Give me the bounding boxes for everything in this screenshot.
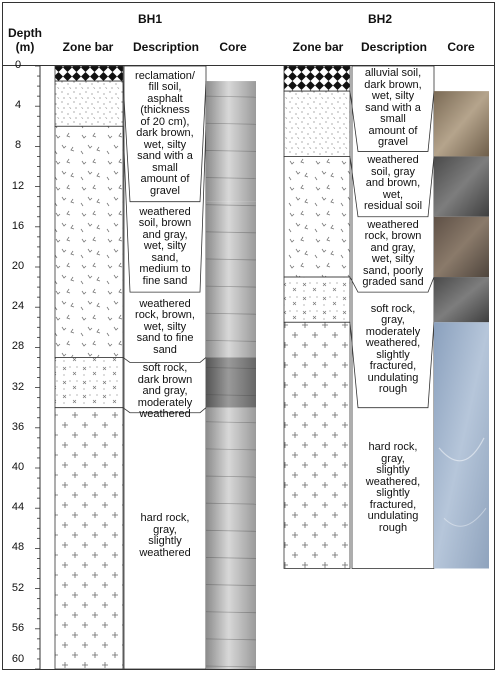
core-segment bbox=[434, 217, 489, 277]
description-line: residual soil bbox=[363, 200, 423, 213]
description-line: weathered bbox=[139, 297, 191, 310]
description-line: slightly bbox=[148, 535, 182, 548]
description-line: gray, bbox=[381, 452, 405, 465]
description-line: gravel bbox=[150, 184, 180, 197]
description-line: wet, silty bbox=[143, 138, 187, 151]
core-segment bbox=[206, 408, 256, 669]
layer-description bbox=[124, 71, 206, 198]
description-line: amount of bbox=[140, 173, 190, 186]
description-line: and gray, bbox=[142, 385, 188, 398]
bh1-core-header: Core bbox=[219, 40, 247, 54]
description-line: moderately bbox=[365, 325, 421, 338]
bh1-zone-bar-header: Zone bar bbox=[62, 40, 114, 54]
description-line: fractured, bbox=[369, 498, 417, 511]
zone-layer-weathered-rock bbox=[55, 357, 123, 407]
description-line: wet, silty bbox=[143, 320, 187, 333]
description-line: soil, brown bbox=[138, 217, 192, 230]
description-line: fine sand bbox=[142, 274, 188, 287]
description-line: slightly bbox=[376, 464, 410, 477]
depth-tick-label: 52 bbox=[11, 581, 25, 594]
zone-layer-weathered-soil bbox=[284, 156, 350, 277]
description-line: amount of bbox=[368, 124, 418, 137]
core-segment bbox=[434, 91, 489, 156]
layer-description bbox=[124, 207, 206, 288]
bh2-title: BH2 bbox=[367, 12, 392, 26]
zone-layer-weathered-soil bbox=[55, 126, 123, 357]
bh2-core-header: Core bbox=[447, 40, 475, 54]
description-line: small bbox=[152, 161, 178, 174]
zone-layer-fill bbox=[55, 66, 123, 81]
layer-description bbox=[124, 299, 206, 357]
bh1-description-header: Description bbox=[132, 40, 199, 54]
depth-tick-label: 56 bbox=[11, 621, 25, 634]
description-line: sand to fine bbox=[136, 332, 194, 345]
zone-layer-rock bbox=[55, 408, 123, 669]
description-line: sand with a bbox=[137, 150, 193, 163]
depth-tick-label: 48 bbox=[11, 541, 25, 554]
description-line: wet, bbox=[382, 188, 404, 201]
description-line: sand, bbox=[151, 251, 179, 264]
depth-tick-label: 20 bbox=[11, 260, 25, 272]
core-segment bbox=[434, 322, 489, 568]
zone-layer-sand bbox=[284, 91, 350, 156]
depth-tick-label: 44 bbox=[11, 501, 25, 514]
description-line: gray, bbox=[381, 314, 405, 327]
description-line: rough bbox=[378, 521, 408, 534]
depth-tick-label: 60 bbox=[11, 653, 25, 665]
description-line: weathered bbox=[367, 154, 419, 167]
description-line: dark brown, bbox=[364, 78, 422, 91]
description-line: rough bbox=[378, 383, 408, 396]
description-line: weathered bbox=[139, 408, 191, 421]
description-line: soft rock, bbox=[142, 362, 188, 375]
description-line: rock, brown, bbox=[135, 309, 195, 322]
description-line: asphalt bbox=[147, 92, 183, 105]
description-line: slightly bbox=[376, 487, 410, 500]
description-line: (thickness bbox=[140, 104, 190, 117]
core-segment bbox=[206, 357, 256, 407]
description-line: undulating bbox=[367, 510, 419, 523]
description-line: dark brown, bbox=[136, 127, 194, 140]
core-segment bbox=[206, 81, 256, 202]
description-line: gravel bbox=[378, 136, 408, 149]
bh2-zone-bar-header: Zone bar bbox=[292, 40, 344, 54]
depth-tick-label: 24 bbox=[11, 300, 25, 313]
core-segment bbox=[206, 202, 256, 358]
depth-tick-label: 36 bbox=[11, 420, 25, 433]
description-line: graded sand bbox=[362, 276, 424, 289]
bh1-title: BH1 bbox=[137, 12, 162, 26]
description-line: soil, gray bbox=[370, 165, 416, 178]
description-line: undulating bbox=[367, 371, 419, 384]
description-line: hard rock, bbox=[368, 441, 418, 454]
depth-tick-label: 0 bbox=[14, 59, 22, 71]
core-segment bbox=[434, 277, 489, 322]
depth-tick-label: 28 bbox=[11, 340, 25, 353]
depth-tick-label: 8 bbox=[14, 139, 22, 152]
description-line: weathered, bbox=[365, 337, 421, 350]
depth-tick-label: 32 bbox=[11, 380, 25, 393]
bh1-zone-bar bbox=[55, 66, 123, 669]
depth-tick-label: 4 bbox=[14, 99, 22, 112]
bh1-core-photo bbox=[206, 81, 256, 669]
description-line: weathered, bbox=[365, 475, 421, 488]
description-line: wet, silty bbox=[371, 253, 415, 266]
description-line: soft rock, bbox=[370, 302, 416, 315]
zone-layer-sand bbox=[55, 81, 123, 126]
description-line: reclamation/ bbox=[135, 69, 195, 82]
depth-axis bbox=[35, 66, 40, 669]
description-line: weathered bbox=[139, 205, 191, 218]
description-line: wet, silty bbox=[143, 240, 187, 253]
depth-tick-label: 16 bbox=[11, 219, 25, 232]
description-line: and gray, bbox=[142, 228, 188, 241]
description-line: alluvial soil, bbox=[364, 67, 422, 80]
description-line: slightly bbox=[376, 348, 410, 361]
layer-description bbox=[352, 68, 434, 149]
depth-tick-label: 40 bbox=[11, 461, 25, 473]
layer-description bbox=[124, 363, 206, 421]
bh2-core-photo bbox=[434, 91, 489, 568]
depth-header-unit: (m) bbox=[15, 40, 35, 54]
depth-tick-label: 12 bbox=[11, 179, 25, 192]
description-line: rock, brown bbox=[364, 230, 422, 243]
layer-description bbox=[124, 513, 206, 559]
description-line: sand bbox=[153, 343, 177, 356]
description-line: small bbox=[380, 113, 406, 126]
description-line: wet, silty bbox=[371, 90, 415, 103]
zone-layer-weathered-rock bbox=[284, 277, 350, 322]
core-segment bbox=[434, 156, 489, 216]
description-line: hard rock, bbox=[140, 512, 190, 525]
layer-description bbox=[352, 304, 434, 396]
description-line: fractured, bbox=[369, 360, 417, 373]
description-line: of 20 cm), bbox=[140, 115, 190, 128]
zone-layer-rock bbox=[284, 322, 350, 568]
description-line: gray, bbox=[153, 523, 177, 536]
description-line: moderately bbox=[137, 396, 193, 409]
layer-description bbox=[352, 155, 434, 213]
description-line: sand with a bbox=[365, 101, 421, 114]
description-line: weathered bbox=[367, 218, 419, 231]
description-line: sand, poorly bbox=[363, 264, 423, 277]
description-line: weathered bbox=[139, 546, 191, 559]
zone-layer-fill bbox=[284, 66, 350, 91]
description-line: and brown, bbox=[365, 177, 421, 190]
bh2-description-header: Description bbox=[360, 40, 427, 54]
description-line: medium to bbox=[139, 263, 191, 276]
description-line: and gray, bbox=[370, 241, 416, 254]
description-line: dark brown bbox=[137, 373, 193, 386]
layer-description bbox=[352, 442, 434, 534]
depth-header-label: Depth bbox=[8, 26, 42, 40]
bh2-zone-bar bbox=[284, 66, 350, 569]
description-line: fill soil, bbox=[148, 81, 182, 94]
layer-description bbox=[352, 220, 434, 289]
